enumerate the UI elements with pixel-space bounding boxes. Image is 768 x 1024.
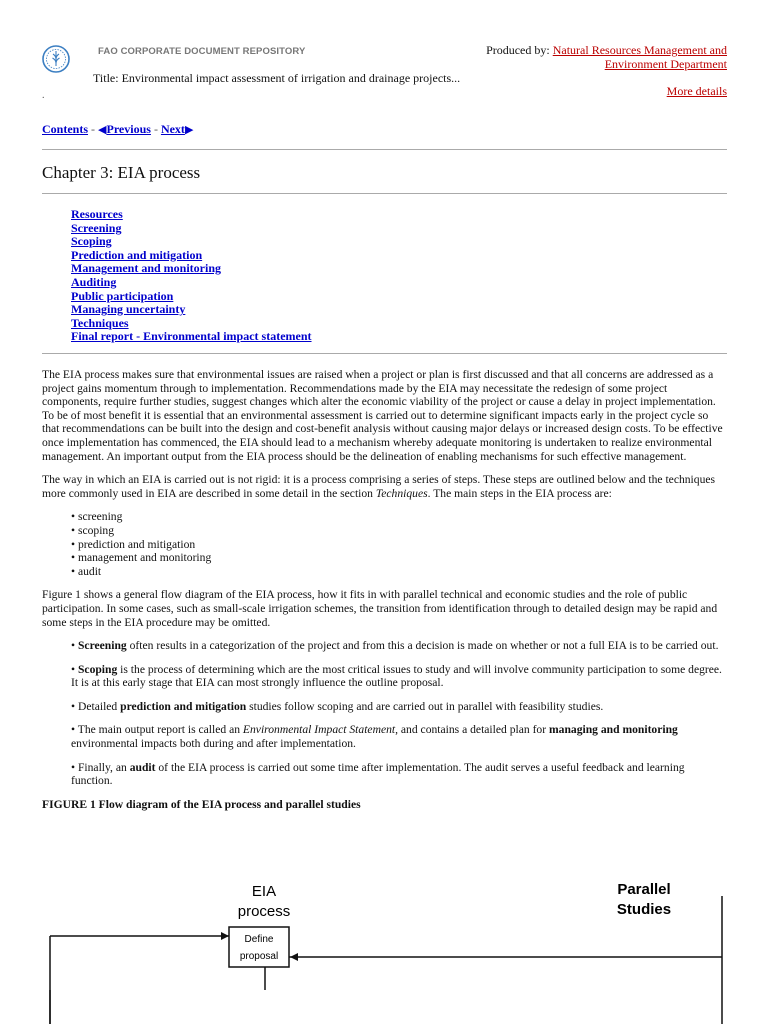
text-run: environmental impacts both during and after implementation.: [71, 737, 356, 751]
divider: [42, 353, 727, 354]
list-item: [71, 290, 312, 304]
text-run: The way in which an EIA is carried out is not rigid: it is a process comprising a series of steps. These steps are outlined below and the techniques more commonly used in EIA are described in some detail in the section: [42, 473, 716, 500]
toc-link-scoping[interactable]: Scoping: [71, 234, 112, 249]
bold-term: Screening: [77, 639, 127, 653]
navigation-bar: [42, 122, 193, 137]
nav-separator: -: [150, 122, 161, 136]
text-run: often results in a categorization of the project and from this a decision is made on whether or not a full EIA is to be carried out.: [126, 639, 719, 653]
nav-separator: -: [88, 122, 99, 136]
text-run: • The main output report is called an: [71, 723, 243, 737]
parallel-label: Parallel: [617, 881, 671, 898]
toc-link-resources[interactable]: Resources: [71, 207, 123, 221]
divider: [42, 193, 727, 194]
list-item: [71, 317, 312, 331]
contents-link[interactable]: Contents: [42, 122, 89, 136]
text-run: . The main steps in the EIA process are:: [427, 486, 612, 500]
scoping-paragraph: [71, 663, 728, 690]
list-item: [71, 276, 312, 290]
steps-list: [71, 510, 728, 578]
bold-term: managing and monitoring: [549, 723, 678, 737]
screening-paragraph: [71, 639, 728, 653]
toc-link-managing-uncertainty[interactable]: Managing uncertainty: [71, 302, 186, 317]
repository-name: FAO CORPORATE DOCUMENT REPOSITORY: [98, 46, 306, 57]
toc-link-screening[interactable]: Screening: [71, 220, 122, 235]
fao-logo-icon: [42, 45, 70, 73]
list-item: [71, 235, 312, 249]
list-item: • prediction and mitigation: [71, 537, 196, 551]
text-run: , and contains a detailed plan for: [395, 723, 549, 737]
bold-term: audit: [129, 760, 156, 774]
list-item: [71, 222, 312, 236]
toc-link-management[interactable]: Management and monitoring: [71, 261, 221, 276]
list-item: • scoping: [71, 523, 115, 537]
bold-term: prediction and mitigation: [120, 699, 247, 713]
toc-link-techniques[interactable]: Techniques: [71, 315, 129, 330]
proposal-text: proposal: [239, 951, 279, 962]
list-item: [71, 249, 312, 263]
paragraph: [42, 473, 728, 500]
text-run: • Detailed: [71, 699, 121, 713]
divider: [42, 149, 727, 150]
italic-term: Environmental Impact Statement: [242, 723, 396, 737]
prediction-paragraph: [71, 700, 728, 714]
paragraph: Figure 1 shows a general flow diagram of the EIA process, how it fits in with parallel technical and economic studies and the role of public participation. In some cases, such as small-scale irrigation schemes, the transition from identification through to detailed design may be rapid and some steps in the EIA procedure may be omitted.: [42, 588, 718, 629]
next-arrow-icon[interactable]: ▶: [184, 124, 194, 136]
title-value: Environmental impact assessment of irrigation and drainage projects...: [121, 71, 461, 85]
chapter-title: Chapter 3: EIA process: [42, 163, 201, 182]
techniques-reference: Techniques: [375, 486, 428, 500]
list-item: [71, 303, 312, 317]
text-run: of the EIA process is carried out some time after implementation. The audit serves a useful feedback and learning function.: [71, 760, 685, 788]
output-paragraph: [71, 723, 728, 750]
text-run: studies follow scoping and are carried out in parallel with feasibility studies.: [246, 699, 604, 713]
title-label: Title:: [93, 71, 119, 85]
bold-term: Scoping: [77, 662, 118, 676]
text-run: •: [71, 662, 78, 676]
section-links: [71, 208, 312, 344]
list-item: [71, 330, 312, 344]
list-item: • screening: [71, 510, 123, 524]
article-body: [42, 368, 728, 821]
figure-caption: FIGURE 1 Flow diagram of the EIA process and parallel studies: [42, 797, 361, 811]
eia-process-label: process: [237, 903, 291, 920]
audit-paragraph: [71, 761, 728, 788]
dot-marker: .: [42, 90, 45, 101]
toc-link-public-participation[interactable]: Public participation: [71, 288, 174, 303]
list-item: • audit: [71, 564, 102, 578]
list-item: [71, 208, 312, 222]
studies-label: Studies: [616, 901, 672, 918]
produced-by: [427, 43, 727, 71]
text-run: is the process of determining which are the most critical issues to study and will involve community participation to some degree. It is at this early stage that EIA can most strongly influence the outline proposal.: [71, 662, 722, 690]
list-item: • management and monitoring: [71, 551, 212, 565]
produced-label: Produced by:: [486, 43, 550, 57]
produced-by-link[interactable]: Natural Resources Management and: [552, 43, 727, 57]
arrow-head: [290, 953, 298, 961]
list-item: [71, 262, 312, 276]
previous-link[interactable]: Previous: [106, 122, 151, 136]
flow-diagram: [0, 870, 768, 1024]
toc-link-final-report[interactable]: Final report - Environmental impact statement: [71, 329, 312, 344]
eia-label: EIA: [251, 883, 277, 900]
previous-arrow-icon[interactable]: ◀: [98, 124, 107, 136]
more-details-link[interactable]: More details: [666, 84, 727, 98]
arrow-head: [221, 932, 229, 940]
toc-link-auditing[interactable]: Auditing: [71, 274, 117, 289]
produced-by-link-line-2[interactable]: Environment Department: [604, 57, 727, 71]
page-header: [0, 0, 768, 112]
paragraph: The EIA process makes sure that environmental issues are raised when a project or plan is first discussed and that all concerns are addressed as a project gains momentum through to implementation. Recommendations made by the EIA may necessitate the redesign of some project components, require further studies, suggest changes which alter the economic viability of the project or cause a delay in project implementation. To be of most benefit it is essential that an environmental assessment is carried out to determine significant impacts early in the project cycle so that recommendations can be built into the design and cost-benefit analysis without causing major delays or increased design costs. To be effective once implementation has commenced, the EIA should lead to a mechanism whereby adequate monitoring is undertaken to realize environmental management. An important output from the EIA process should be the delineation of enabling mechanisms for such effective management.: [42, 368, 723, 463]
define-text: Define: [244, 934, 274, 945]
text-run: • Finally, an: [71, 760, 130, 774]
toc-link-prediction[interactable]: Prediction and mitigation: [71, 247, 203, 262]
next-link[interactable]: Next: [160, 122, 185, 136]
text-run: •: [71, 639, 78, 653]
document-title: [93, 71, 460, 86]
